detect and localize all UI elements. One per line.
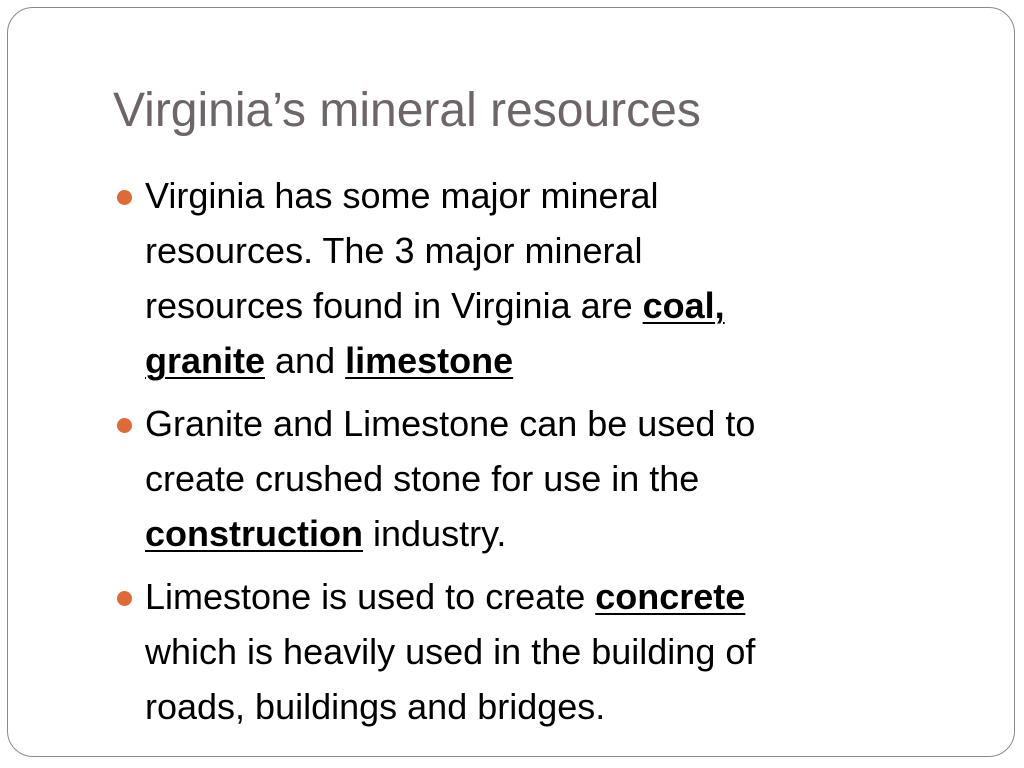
bullet-3-line-3: roads, buildings and bridges. <box>145 686 606 727</box>
keyword-coal: coal, <box>642 285 725 326</box>
bullet-2-line-2: create crushed stone for use in the <box>145 458 700 499</box>
bullet-marker-icon <box>117 418 132 433</box>
keyword-concrete: concrete <box>595 576 746 617</box>
bullet-3-line-2: which is heavily used in the building of <box>145 631 756 672</box>
bullet-item-coal-granite-limestone <box>145 168 945 388</box>
slide-title: Virginia’s mineral resources <box>113 84 701 137</box>
keyword-construction: construction <box>145 513 364 554</box>
bullet-1-line-2: resources. The 3 major mineral <box>145 230 643 271</box>
bullet-item-crushed-stone <box>145 396 945 561</box>
bullet-3-line-1: Limestone is used to create <box>145 576 596 617</box>
keyword-granite: granite <box>145 340 266 381</box>
bullet-1-line-3: resources found in Virginia are <box>145 285 643 326</box>
bullet-2-line-1: Granite and Limestone can be used to <box>145 403 756 444</box>
keyword-limestone: limestone <box>345 340 514 381</box>
bullet-2-line-3: industry. <box>363 513 507 554</box>
bullet-list <box>145 168 945 742</box>
bullet-1-line-1: Virginia has some major mineral <box>145 175 659 216</box>
bullet-item-concrete <box>145 569 945 734</box>
bullet-marker-icon <box>117 190 132 205</box>
bullet-1-connector: and <box>265 340 346 381</box>
bullet-marker-icon <box>117 591 132 606</box>
